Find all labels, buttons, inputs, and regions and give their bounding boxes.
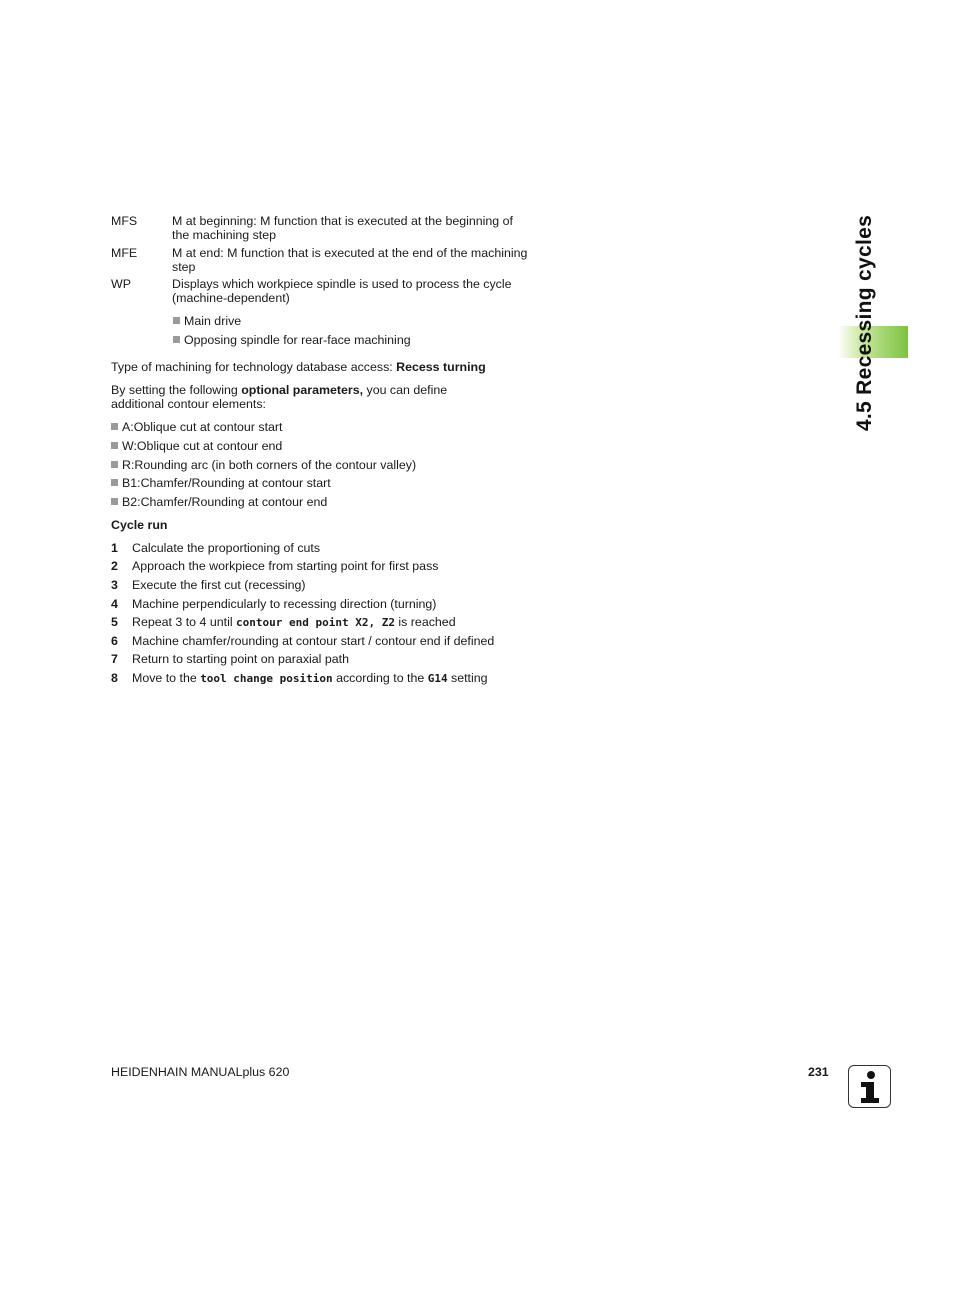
step-text: Calculate the proportioning of cuts xyxy=(132,541,321,555)
bullet-square-icon xyxy=(111,479,118,486)
step-text: Machine chamfer/rounding at contour start / contour end if defined xyxy=(132,634,495,648)
step-number: 6 xyxy=(111,634,118,648)
param-key: MFS xyxy=(111,214,138,228)
list-item: A:Oblique cut at contour start xyxy=(111,420,282,434)
list-item: W:Oblique cut at contour end xyxy=(111,439,282,453)
bullet-square-icon xyxy=(173,317,180,324)
step-number: 1 xyxy=(111,541,118,555)
step-number: 3 xyxy=(111,578,118,592)
chapter-title: 4.5 Recessing cycles xyxy=(853,214,876,432)
step-number: 7 xyxy=(111,652,118,666)
list-item: Opposing spindle for rear-face machining xyxy=(173,333,411,347)
footer-manual-name: HEIDENHAIN MANUALplus 620 xyxy=(111,1065,290,1079)
bullet-square-icon xyxy=(111,461,118,468)
step-number: 4 xyxy=(111,597,118,611)
param-key: MFE xyxy=(111,246,138,260)
bullet-square-icon xyxy=(111,498,118,505)
cycle-run-heading: Cycle run xyxy=(111,518,168,532)
list-item: R:Rounding arc (in both corners of the contour valley) xyxy=(111,458,416,472)
list-item: B1:Chamfer/Rounding at contour start xyxy=(111,476,331,490)
bullet-square-icon xyxy=(111,423,118,430)
bullet-square-icon xyxy=(111,442,118,449)
step-text: Move to the tool change position according to the G14 setting xyxy=(132,671,488,685)
info-icon xyxy=(848,1065,891,1108)
step-text: Repeat 3 to 4 until contour end point X2, Z2 is reached xyxy=(132,615,456,629)
step-text: Approach the workpiece from starting point for first pass xyxy=(132,559,439,573)
step-number: 8 xyxy=(111,671,118,685)
bullet-square-icon xyxy=(173,336,180,343)
page-number: 231 xyxy=(808,1065,829,1079)
optional-parameters-text: By setting the following optional parameters, you can define additional contour elements: xyxy=(111,383,448,411)
list-item: B2:Chamfer/Rounding at contour end xyxy=(111,495,327,509)
param-desc: M at beginning: M function that is executed at the beginning of the machining step xyxy=(172,214,513,242)
param-desc: Displays which workpiece spindle is used to process the cycle (machine-dependent) xyxy=(172,277,512,305)
param-key: WP xyxy=(111,277,131,291)
list-item: Main drive xyxy=(173,314,241,328)
step-number: 2 xyxy=(111,559,118,573)
step-text: Machine perpendicularly to recessing direction (turning) xyxy=(132,597,437,611)
param-desc: M at end: M function that is executed at the end of the machining step xyxy=(172,246,528,274)
step-text: Return to starting point on paraxial path xyxy=(132,652,349,666)
info-glyph-icon xyxy=(857,1070,883,1104)
step-text: Execute the first cut (recessing) xyxy=(132,578,306,592)
step-number: 5 xyxy=(111,615,118,629)
type-of-machining-text: Type of machining for technology database access: Recess turning xyxy=(111,360,486,374)
